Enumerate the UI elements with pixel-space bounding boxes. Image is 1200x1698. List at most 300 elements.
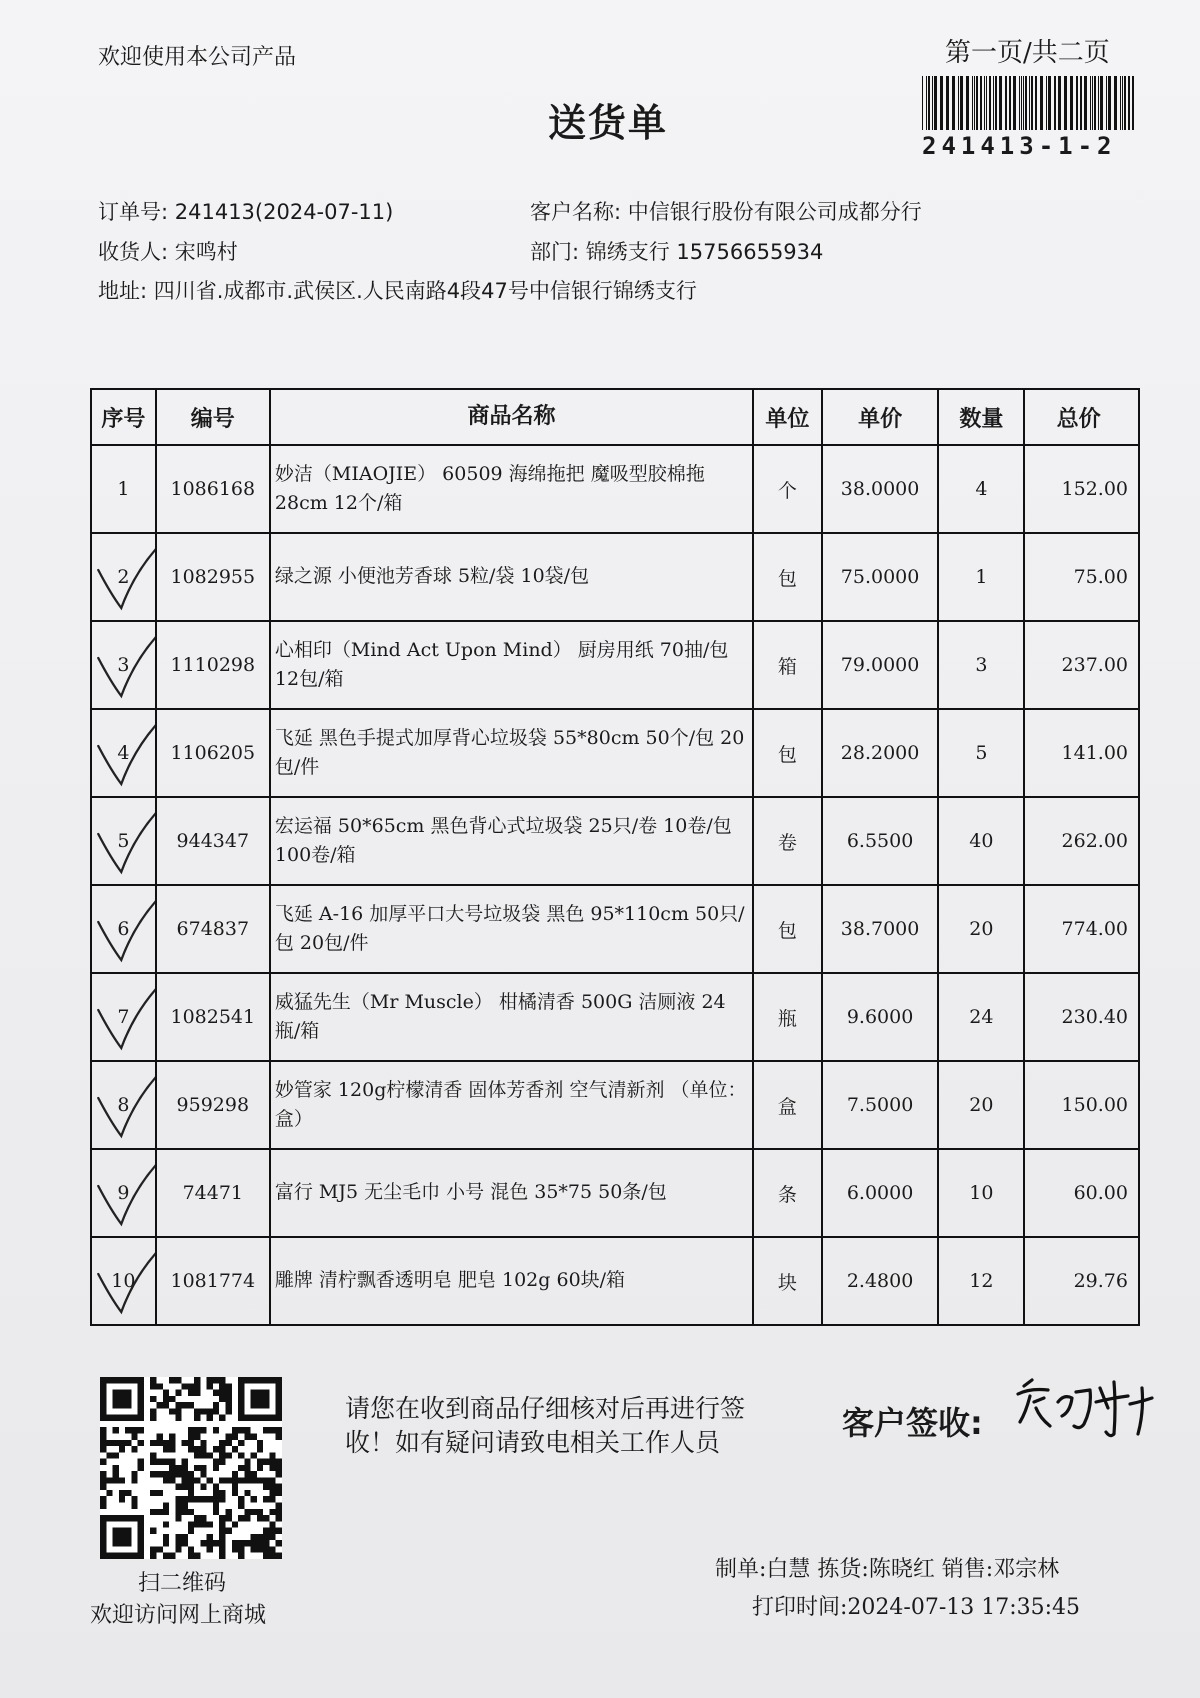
qr-module [213, 1390, 219, 1396]
barcode-bar [1092, 76, 1093, 130]
qr-module [219, 1452, 225, 1458]
qr-module [175, 1408, 181, 1414]
qr-module [194, 1433, 200, 1439]
qr-module [113, 1540, 119, 1546]
qr-module [257, 1390, 263, 1396]
qr-module [194, 1477, 200, 1483]
qr-module [182, 1534, 188, 1540]
barcode-bar [934, 76, 937, 130]
qr-module [138, 1390, 144, 1396]
qr-module [150, 1440, 156, 1446]
qr-module [156, 1459, 162, 1465]
row-quantity: 3 [938, 621, 1024, 709]
qr-module [138, 1515, 144, 1521]
qr-module [125, 1534, 131, 1540]
qr-module [100, 1521, 106, 1527]
barcode-bar [1124, 76, 1126, 130]
qr-module [150, 1396, 156, 1402]
qr-module [238, 1515, 244, 1521]
qr-module [269, 1553, 275, 1559]
qr-module [150, 1452, 156, 1458]
qr-module [113, 1415, 119, 1421]
staff-info: 制单:白慧 拣货:陈晓红 销售:邓宗林 [715, 1557, 1060, 1582]
qr-module [219, 1553, 225, 1559]
qr-module [263, 1402, 269, 1408]
qr-module [219, 1477, 225, 1483]
qr-module [163, 1503, 169, 1509]
qr-module [213, 1490, 219, 1496]
row-quantity: 40 [938, 797, 1024, 885]
qr-module [238, 1396, 244, 1402]
qr-module [169, 1377, 175, 1383]
qr-module [269, 1521, 275, 1527]
qr-module [251, 1471, 257, 1477]
qr-module [226, 1515, 232, 1521]
qr-module [244, 1509, 250, 1515]
qr-module [276, 1540, 282, 1546]
qr-module [138, 1396, 144, 1402]
qr-module [106, 1440, 112, 1446]
qr-module [125, 1528, 131, 1534]
qr-module [100, 1396, 106, 1402]
qr-module [263, 1459, 269, 1465]
qr-module [194, 1383, 200, 1389]
qr-module [119, 1534, 125, 1540]
qr-module [232, 1521, 238, 1527]
qr-module [257, 1446, 263, 1452]
qr-module [125, 1415, 131, 1421]
qr-module [125, 1377, 131, 1383]
check-mark-icon [92, 534, 155, 620]
qr-module [169, 1471, 175, 1477]
qr-module [169, 1553, 175, 1559]
qr-module [100, 1540, 106, 1546]
customer-name: 客户名称: 中信银行股份有限公司成都分行 [530, 200, 922, 224]
qr-module [238, 1546, 244, 1552]
check-mark-icon [92, 974, 155, 1060]
page-indicator: 第一页/共二页 [945, 38, 1110, 68]
qr-module [106, 1415, 112, 1421]
row-total: 152.00 [1024, 445, 1139, 533]
qr-module [113, 1377, 119, 1383]
qr-module [194, 1408, 200, 1414]
qr-module [244, 1490, 250, 1496]
qr-module [182, 1496, 188, 1502]
qr-module [276, 1490, 282, 1496]
barcode-image [920, 76, 1138, 130]
qr-module [232, 1471, 238, 1477]
qr-module [226, 1383, 232, 1389]
qr-module [188, 1471, 194, 1477]
qr-module [219, 1459, 225, 1465]
qr-module [213, 1446, 219, 1452]
qr-module [207, 1496, 213, 1502]
qr-caption: 扫二维码 [138, 1571, 227, 1596]
qr-module [276, 1402, 282, 1408]
qr-module [269, 1465, 275, 1471]
qr-module [251, 1390, 257, 1396]
qr-module [119, 1490, 125, 1496]
header-seq: 序号 [91, 389, 156, 445]
qr-module [276, 1553, 282, 1559]
qr-module [251, 1377, 257, 1383]
barcode-bar [928, 76, 930, 130]
qr-module [219, 1528, 225, 1534]
qr-module [119, 1477, 125, 1483]
qr-module [257, 1515, 263, 1521]
qr-module [238, 1377, 244, 1383]
sign-notice: 请您在收到商品仔细核对后再进行签收！如有疑问请致电相关工作人员 [345, 1394, 746, 1457]
qr-module [138, 1383, 144, 1389]
qr-module [238, 1415, 244, 1421]
qr-module [175, 1509, 181, 1515]
row-unit-price: 75.0000 [822, 533, 939, 621]
qr-module [263, 1528, 269, 1534]
row-seq: 4 [91, 709, 156, 797]
header-quantity: 数量 [938, 389, 1024, 445]
row-unit-price: 79.0000 [822, 621, 939, 709]
qr-module [150, 1415, 156, 1421]
qr-module [276, 1390, 282, 1396]
qr-module [226, 1528, 232, 1534]
row-total: 75.00 [1024, 533, 1139, 621]
barcode-bar [1128, 76, 1130, 130]
row-code: 1081774 [156, 1237, 270, 1325]
check-mark-icon [92, 1238, 155, 1324]
qr-module [125, 1515, 131, 1521]
barcode-bar [1005, 76, 1007, 130]
qr-module [207, 1377, 213, 1383]
qr-module [200, 1540, 206, 1546]
qr-module [263, 1427, 269, 1433]
table-row [91, 973, 1139, 1061]
qr-module [219, 1534, 225, 1540]
department: 部门: 锦绣支行 15756655934 [530, 240, 824, 264]
barcode-bar [1122, 76, 1123, 130]
header-total: 总价 [1024, 389, 1139, 445]
qr-module [257, 1402, 263, 1408]
qr-module [213, 1408, 219, 1414]
qr-module [113, 1396, 119, 1402]
qr-module [207, 1546, 213, 1552]
row-total: 237.00 [1024, 621, 1139, 709]
qr-module [263, 1477, 269, 1483]
qr-module [119, 1540, 125, 1546]
table-row [91, 1061, 1139, 1149]
qr-module [163, 1521, 169, 1527]
barcode-bar [1120, 76, 1121, 130]
qr-module [119, 1390, 125, 1396]
check-mark-icon [92, 622, 155, 708]
qr-module [188, 1446, 194, 1452]
row-unit: 盒 [753, 1061, 821, 1149]
qr-module [276, 1484, 282, 1490]
qr-module [100, 1383, 106, 1389]
qr-module [263, 1377, 269, 1383]
table-row [91, 533, 1139, 621]
qr-module [194, 1515, 200, 1521]
qr-module [113, 1390, 119, 1396]
qr-module [106, 1553, 112, 1559]
qr-module [269, 1490, 275, 1496]
qr-module [156, 1490, 162, 1496]
qr-module [188, 1433, 194, 1439]
row-quantity: 12 [938, 1237, 1024, 1325]
row-code: 674837 [156, 885, 270, 973]
qr-module [113, 1477, 119, 1483]
barcode-bar [1070, 76, 1073, 130]
row-seq: 10 [91, 1237, 156, 1325]
barcode-bar [980, 76, 982, 130]
qr-module [244, 1377, 250, 1383]
qr-module [276, 1415, 282, 1421]
barcode-bar [1040, 76, 1043, 130]
qr-module [150, 1377, 156, 1383]
qr-module [125, 1402, 131, 1408]
barcode-bar [1058, 76, 1061, 130]
qr-module [100, 1427, 106, 1433]
qr-module [119, 1528, 125, 1534]
qr-module [200, 1408, 206, 1414]
qr-module [100, 1402, 106, 1408]
row-unit: 包 [753, 885, 821, 973]
check-mark-icon [92, 798, 155, 884]
qr-module [119, 1415, 125, 1421]
customer-sign-label: 客户签收: [842, 1404, 983, 1442]
qr-module [238, 1553, 244, 1559]
qr-module [175, 1515, 181, 1521]
qr-module [263, 1534, 269, 1540]
qr-module [106, 1490, 112, 1496]
welcome-text: 欢迎使用本公司产品 [98, 45, 297, 70]
qr-module [219, 1515, 225, 1521]
qr-module [251, 1402, 257, 1408]
qr-module [207, 1408, 213, 1414]
qr-module [194, 1553, 200, 1559]
qr-module [188, 1546, 194, 1552]
qr-module [131, 1503, 137, 1509]
row-total: 141.00 [1024, 709, 1139, 797]
qr-module [194, 1465, 200, 1471]
barcode-bar [940, 76, 943, 130]
qr-module [194, 1390, 200, 1396]
qr-module [200, 1440, 206, 1446]
qr-module [163, 1402, 169, 1408]
qr-module [131, 1477, 137, 1483]
qr-module [182, 1477, 188, 1483]
qr-module [219, 1521, 225, 1527]
qr-module [100, 1546, 106, 1552]
row-product-name: 威猛先生（Mr Muscle） 柑橘清香 500G 洁厕液 24瓶/箱 [270, 973, 753, 1061]
qr-module [244, 1433, 250, 1439]
qr-module [251, 1534, 257, 1540]
barcode-bar [989, 76, 991, 130]
qr-module [194, 1452, 200, 1458]
qr-module [182, 1509, 188, 1515]
barcode-bar [1098, 76, 1099, 130]
qr-module [263, 1396, 269, 1402]
qr-module [125, 1440, 131, 1446]
row-quantity: 1 [938, 533, 1024, 621]
qr-module [257, 1546, 263, 1552]
row-unit-price: 6.0000 [822, 1149, 939, 1237]
qr-module [207, 1452, 213, 1458]
qr-module [156, 1433, 162, 1439]
row-code: 1106205 [156, 709, 270, 797]
row-total: 29.76 [1024, 1237, 1139, 1325]
barcode-bar [1100, 76, 1103, 130]
qr-module [207, 1540, 213, 1546]
row-code: 944347 [156, 797, 270, 885]
row-unit: 卷 [753, 797, 821, 885]
qr-module [100, 1496, 106, 1502]
qr-module [150, 1490, 156, 1496]
qr-module [182, 1465, 188, 1471]
qr-module [175, 1540, 181, 1546]
row-total: 262.00 [1024, 797, 1139, 885]
row-product-name: 妙洁（MIAOJIE） 60509 海绵拖把 魔吸型胶棉拖 28cm 12个/箱 [270, 445, 753, 533]
qr-module [138, 1459, 144, 1465]
qr-module [100, 1503, 106, 1509]
qr-module [125, 1540, 131, 1546]
qr-module [238, 1402, 244, 1408]
qr-module [194, 1521, 200, 1527]
qr-module [125, 1427, 131, 1433]
qr-module [263, 1515, 269, 1521]
qr-module [125, 1553, 131, 1559]
qr-module [150, 1471, 156, 1477]
barcode-bar [1114, 76, 1117, 130]
qr-module [207, 1383, 213, 1389]
qr-module [100, 1534, 106, 1540]
barcode-bar [976, 76, 978, 130]
qr-module [163, 1471, 169, 1477]
qr-module [150, 1459, 156, 1465]
header-unit-price: 单价 [822, 389, 939, 445]
row-seq: 9 [91, 1149, 156, 1237]
qr-module [238, 1440, 244, 1446]
qr-module [188, 1440, 194, 1446]
qr-module [194, 1446, 200, 1452]
qr-module [131, 1471, 137, 1477]
qr-module [150, 1509, 156, 1515]
row-product-name: 富行 MJ5 无尘毛巾 小号 混色 35*75 50条/包 [270, 1149, 753, 1237]
row-unit: 包 [753, 709, 821, 797]
qr-module [213, 1402, 219, 1408]
qr-module [244, 1465, 250, 1471]
qr-module [219, 1446, 225, 1452]
row-unit-price: 2.4800 [822, 1237, 939, 1325]
row-unit: 瓶 [753, 973, 821, 1061]
qr-module [244, 1477, 250, 1483]
barcode-bar [1023, 76, 1024, 130]
qr-module [175, 1484, 181, 1490]
qr-module [100, 1528, 106, 1534]
qr-module [194, 1496, 200, 1502]
qr-module [163, 1553, 169, 1559]
row-seq: 5 [91, 797, 156, 885]
qr-module [188, 1496, 194, 1502]
qr-module [238, 1408, 244, 1414]
qr-module [119, 1377, 125, 1383]
qr-module [200, 1496, 206, 1502]
receiver-name: 收货人: 宋鸣村 [98, 240, 238, 264]
qr-module [263, 1484, 269, 1490]
row-unit-price: 28.2000 [822, 709, 939, 797]
qr-module [226, 1477, 232, 1483]
qr-module [100, 1471, 106, 1477]
qr-module [156, 1471, 162, 1477]
qr-module [244, 1540, 250, 1546]
qr-module [100, 1515, 106, 1521]
qr-module [257, 1440, 263, 1446]
row-total: 150.00 [1024, 1061, 1139, 1149]
qr-module [138, 1440, 144, 1446]
row-seq: 6 [91, 885, 156, 973]
qr-module [119, 1402, 125, 1408]
qr-module [138, 1465, 144, 1471]
qr-module [276, 1515, 282, 1521]
header-code: 编号 [156, 389, 270, 445]
row-total: 774.00 [1024, 885, 1139, 973]
qr-module [131, 1446, 137, 1452]
qr-module [113, 1402, 119, 1408]
barcode-bar [1046, 76, 1047, 130]
table-row [91, 1237, 1139, 1325]
qr-module [269, 1377, 275, 1383]
qr-module [131, 1433, 137, 1439]
barcode-bar [1132, 76, 1134, 130]
qr-module [163, 1509, 169, 1515]
print-time: 打印时间:2024-07-13 17:35:45 [752, 1595, 1081, 1620]
qr-module [106, 1377, 112, 1383]
qr-module [163, 1477, 169, 1483]
qr-module [213, 1427, 219, 1433]
document-title: 送货单 [548, 100, 669, 145]
row-code: 1082541 [156, 973, 270, 1061]
qr-module [263, 1540, 269, 1546]
barcode-bar [995, 76, 997, 130]
qr-module [269, 1452, 275, 1458]
table-header-row [91, 389, 1139, 445]
qr-module [169, 1446, 175, 1452]
qr-module [188, 1477, 194, 1483]
qr-module [150, 1408, 156, 1414]
qr-module [188, 1553, 194, 1559]
qr-module [138, 1528, 144, 1534]
barcode-bar [1090, 76, 1091, 130]
qr-module [175, 1534, 181, 1540]
qr-module [276, 1528, 282, 1534]
barcode-bar [1076, 76, 1078, 130]
qr-module [269, 1509, 275, 1515]
row-unit-price: 6.5500 [822, 797, 939, 885]
row-total: 230.40 [1024, 973, 1139, 1061]
qr-module [150, 1528, 156, 1534]
barcode-bar [993, 76, 994, 130]
qr-module [131, 1377, 137, 1383]
qr-module [182, 1471, 188, 1477]
qr-module [169, 1396, 175, 1402]
qr-module [188, 1383, 194, 1389]
qr-module [100, 1377, 106, 1383]
table-row [91, 445, 1139, 533]
qr-module [182, 1383, 188, 1389]
qr-module [276, 1427, 282, 1433]
table-row [91, 621, 1139, 709]
row-quantity: 24 [938, 973, 1024, 1061]
qr-module [169, 1465, 175, 1471]
